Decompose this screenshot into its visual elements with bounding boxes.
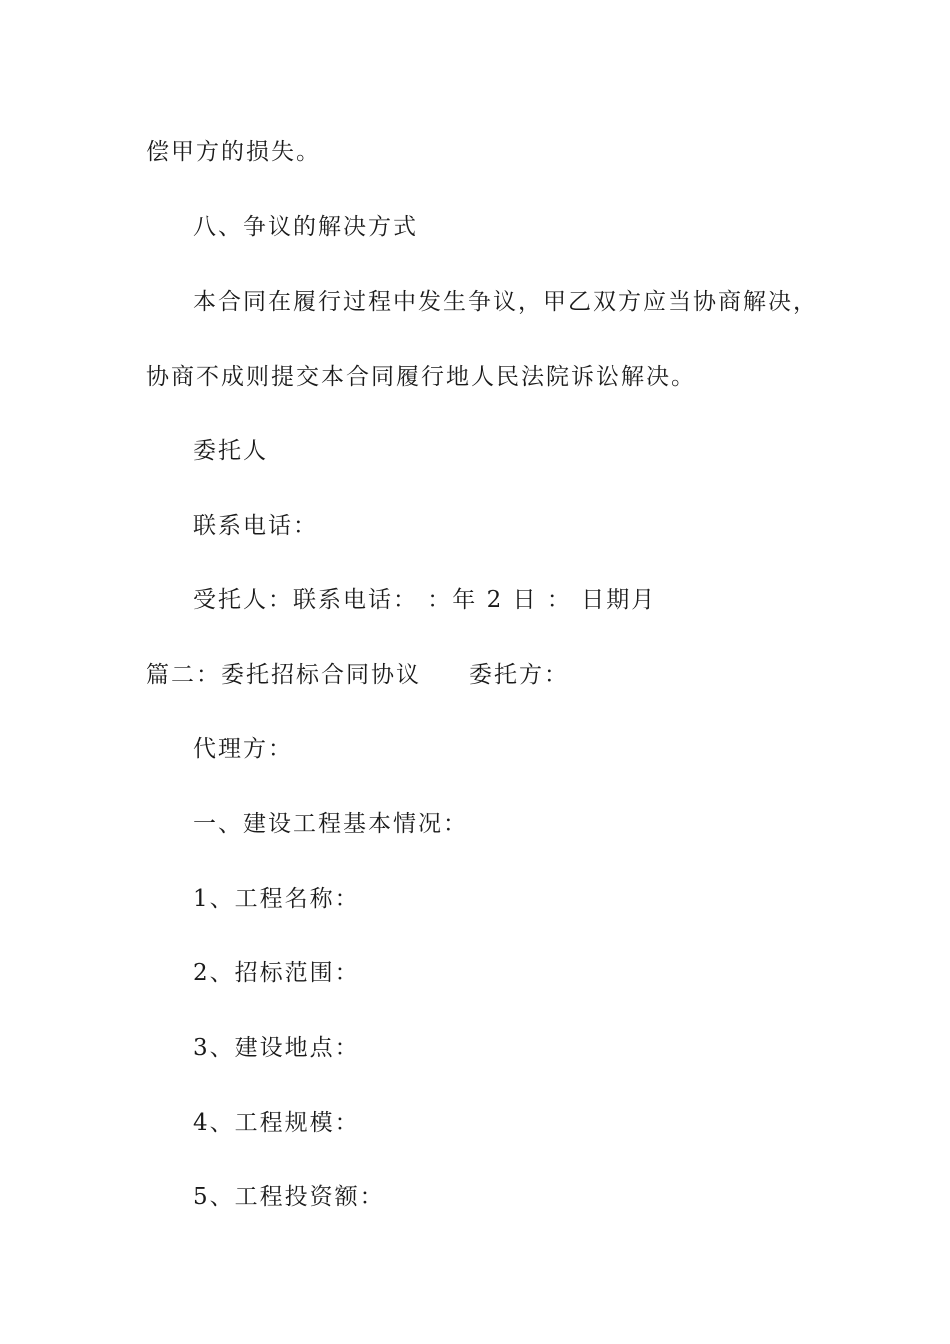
list-item: 1、工程名称：	[193, 886, 360, 912]
list-item: 5、工程投资额：	[193, 1184, 385, 1210]
chapter-title: 篇二：委托招标合同协议	[146, 662, 421, 688]
signature-label-agent: 受托人：联系电话： ：年 2 日 ： 日期月	[193, 587, 657, 613]
list-item: 4、工程规模：	[193, 1110, 360, 1136]
paragraph-line: 协商不成则提交本合同履行地人民法院诉讼解决。	[146, 364, 696, 390]
list-item: 3、建设地点：	[193, 1035, 360, 1061]
paragraph-line: 偿甲方的损失。	[146, 139, 321, 165]
principal-party-label: 委托方：	[469, 662, 569, 688]
agent-party-label: 代理方：	[193, 736, 293, 762]
list-item: 2、招标范围：	[193, 960, 360, 986]
paragraph-line: 本合同在履行过程中发生争议，甲乙双方应当协商解决，	[193, 289, 818, 315]
section-heading: 一、建设工程基本情况：	[193, 811, 468, 837]
phone-label: 联系电话：	[193, 513, 318, 539]
chapter-title-row	[146, 660, 569, 690]
signature-label-principal: 委托人	[193, 438, 268, 464]
section-heading: 八、争议的解决方式	[193, 214, 418, 240]
